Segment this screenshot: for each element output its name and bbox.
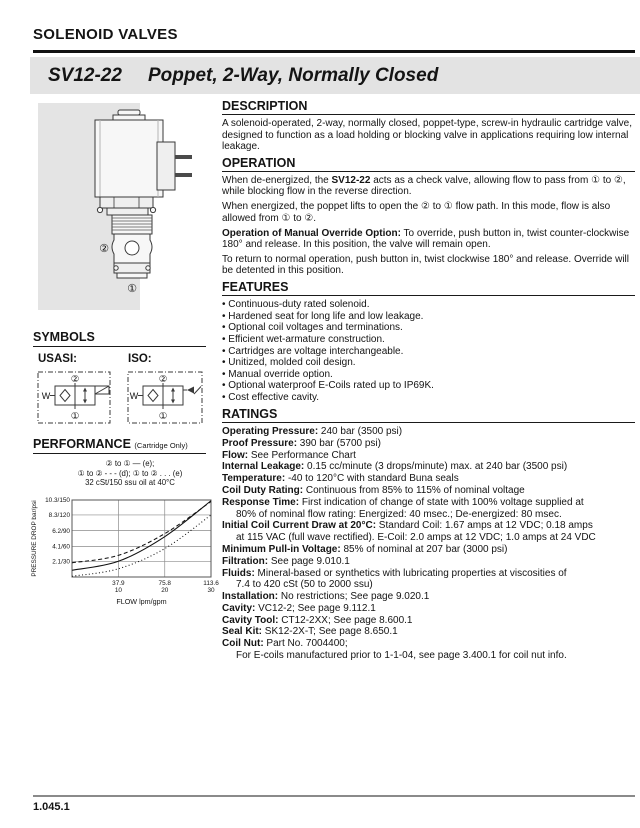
seal-ring xyxy=(150,207,155,212)
x-tick-label: 20 xyxy=(161,587,169,594)
y-tick-label: 10.3/150 xyxy=(45,497,70,505)
x-tick-label: 30 xyxy=(207,587,215,594)
port-2-label: ② xyxy=(99,243,109,255)
operation-paragraph: To return to normal operation, push button in, twist clockwise 180° and release. Override will be detented in this position. xyxy=(222,253,629,277)
feature-item: • Unitized, molded coil design. xyxy=(222,357,356,369)
rating-item: Flow: See Performance Chart xyxy=(222,449,356,461)
title-banner xyxy=(30,57,640,94)
iso-label: ISO: xyxy=(128,353,152,365)
description-heading: DESCRIPTION xyxy=(222,101,635,115)
rating-item: Filtration: See page 9.010.1 xyxy=(222,555,350,567)
footer-page-number: 1.045.1 xyxy=(33,801,70,813)
x-tick-label: 37.9 xyxy=(112,580,125,587)
iso-port-top: ② xyxy=(158,374,168,385)
feature-item: • Cost effective cavity. xyxy=(222,391,320,403)
features-heading: FEATURES xyxy=(222,282,635,296)
feature-item: • Manual override option. xyxy=(222,368,333,380)
rating-item: Seal Kit: SK12-2X-T; See page 8.650.1 xyxy=(222,626,398,638)
feature-item: • Cartridges are voltage interchangeable. xyxy=(222,345,404,357)
rating-item: Coil Nut: Part No. 7004400; xyxy=(222,638,348,650)
y-tick-label: 2.1/30 xyxy=(52,558,70,566)
iso-spring: W xyxy=(129,391,139,401)
usasi-label: USASI: xyxy=(38,353,77,365)
port-2-hole xyxy=(125,241,139,255)
y-tick-label: 6.2/90 xyxy=(52,527,70,535)
feature-item: • Hardened seat for long life and low leakage. xyxy=(222,310,424,322)
right-column xyxy=(222,101,635,662)
rating-item: Temperature: -40 to 120°C with standard Buna seals xyxy=(222,473,459,485)
x-tick-label: 75.8 xyxy=(158,580,171,587)
legend-line-1: ② to ① — (e); xyxy=(105,459,155,468)
rating-item: Installation: No restrictions; See page 9.020.1 xyxy=(222,591,430,603)
rating-item: Cavity: VC12-2; See page 9.112.1 xyxy=(222,602,376,614)
curve-dashed xyxy=(72,501,211,562)
operation-heading: OPERATION xyxy=(222,158,635,172)
usasi-port-bottom: ① xyxy=(70,411,80,422)
feature-item: • Optional coil voltages and terminations. xyxy=(222,322,403,334)
rating-item-continued: 80% of nominal flow rating: Energized: 40 msec.; De-energized: 80 msec. xyxy=(236,508,562,520)
seal-ring xyxy=(97,207,102,212)
ratings-heading: RATINGS xyxy=(222,409,635,423)
rating-item-continued: For E-coils manufactured prior to 1-1-04, see page 3.400.1 for coil nut info. xyxy=(236,650,567,662)
connector-pin xyxy=(175,173,192,177)
coil-connector xyxy=(157,142,175,190)
y-tick-label: 8.3/120 xyxy=(48,512,70,520)
operation-paragraph: When energized, the poppet lifts to open the ② to ① flow path. In this mode, flow is also allowed from ① to ②. xyxy=(222,201,611,224)
description-text: A solenoid-operated, 2-way, normally closed, poppet-type, screw-in hydraulic cartridge valve, designed to function as a load holding or blocking valve in applications requiring low internal leakage. xyxy=(222,118,633,153)
rating-item: Minimum Pull-in Voltage: 85% of nominal at 207 bar (3000 psi) xyxy=(222,543,508,555)
ratings-list xyxy=(222,426,635,661)
feature-item: • Efficient wet-armature construction. xyxy=(222,333,385,345)
feature-item: • Optional waterproof E-Coils rated up to IP69K. xyxy=(222,380,434,392)
rating-item-continued: 7.4 to 420 cSt (50 to 2000 ssu) xyxy=(236,579,373,591)
performance-heading: PERFORMANCE (Cartridge Only) xyxy=(33,437,206,454)
chart-legend xyxy=(50,459,210,488)
iso-solenoid-arrow xyxy=(187,387,194,394)
rating-item: Response Time: First indication of change of state with 100% voltage supplied at xyxy=(222,496,584,508)
feature-item: • Continuous-duty rated solenoid. xyxy=(222,299,370,311)
operation-paragraph: When de-energized, the SV12-22 acts as a check valve, allowing flow to pass from ① to ②, while blocking flow in the reverse direction. xyxy=(222,175,626,198)
valve-figure xyxy=(30,100,225,315)
iso-port-bottom: ① xyxy=(158,411,168,422)
hex-nut xyxy=(100,197,153,208)
body-collar xyxy=(107,208,148,215)
legend-line-2: ① to ② - - - (d); ① to ② . . . (e) xyxy=(77,468,183,478)
rating-item-continued: at 115 VAC (full wave rectified). E-Coil: 2.0 amps at 12 VDC; 1.0 amps at 24 VDC xyxy=(236,532,596,544)
operation-paragraph: Operation of Manual Override Option: To override, push button in, twist counter-clockwise 180° and release. In this position, the valve will remain open. xyxy=(222,227,630,251)
operation-paragraphs xyxy=(222,175,635,277)
valve-tip-end xyxy=(117,273,147,278)
x-tick-label: 10 xyxy=(114,587,122,594)
usasi-spring: W xyxy=(41,391,51,401)
y-tick-label: 4.1/60 xyxy=(52,543,70,551)
plot-frame xyxy=(72,500,211,577)
legend-line-3: 32 cSt/150 ssu oil at 40°C xyxy=(85,478,175,487)
performance-subheading: (Cartridge Only) xyxy=(134,441,188,450)
model-number: SV12-22 xyxy=(48,64,122,86)
rating-item: Initial Coil Current Draw at 20°C: Standard Coil: 1.67 amps at 12 VDC; 0.18 amps xyxy=(222,520,593,532)
rating-item: Coil Duty Rating: Continuous from 85% to 115% of nominal voltage xyxy=(222,484,525,496)
rating-item: Fluids: Mineral-based or synthetics with lubricating properties at viscosities of xyxy=(222,567,567,579)
valve-tip xyxy=(114,263,150,273)
x-axis-label: FLOW lpm/gpm xyxy=(116,597,167,606)
y-axis-label: PRESSURE DROP bar/psi xyxy=(31,500,38,577)
page-title: Poppet, 2-Way, Normally Closed xyxy=(147,64,439,86)
symbols-heading: SYMBOLS xyxy=(33,330,206,347)
iso-symbol xyxy=(126,370,206,428)
x-tick-label: 113.6 xyxy=(203,580,219,587)
page-header: SOLENOID VALVES xyxy=(33,26,178,43)
performance-chart xyxy=(28,490,220,612)
rating-item: Internal Leakage: 0.15 cc/minute (3 drops/minute) max. at 240 bar (3500 psi) xyxy=(222,461,568,473)
footer-rule xyxy=(33,795,635,797)
override-button xyxy=(118,110,140,115)
rating-item: Operating Pressure: 240 bar (3500 psi) xyxy=(222,425,403,437)
usasi-symbol xyxy=(36,370,112,428)
connector-pin xyxy=(175,155,192,159)
header-rule xyxy=(33,50,635,53)
features-list xyxy=(222,299,635,403)
rating-item: Cavity Tool: CT12-2XX; See page 8.600.1 xyxy=(222,614,413,626)
coil-body xyxy=(95,120,163,197)
port-1-label: ① xyxy=(127,283,137,295)
usasi-port-top: ② xyxy=(70,374,80,385)
rating-item: Proof Pressure: 390 bar (5700 psi) xyxy=(222,437,381,449)
